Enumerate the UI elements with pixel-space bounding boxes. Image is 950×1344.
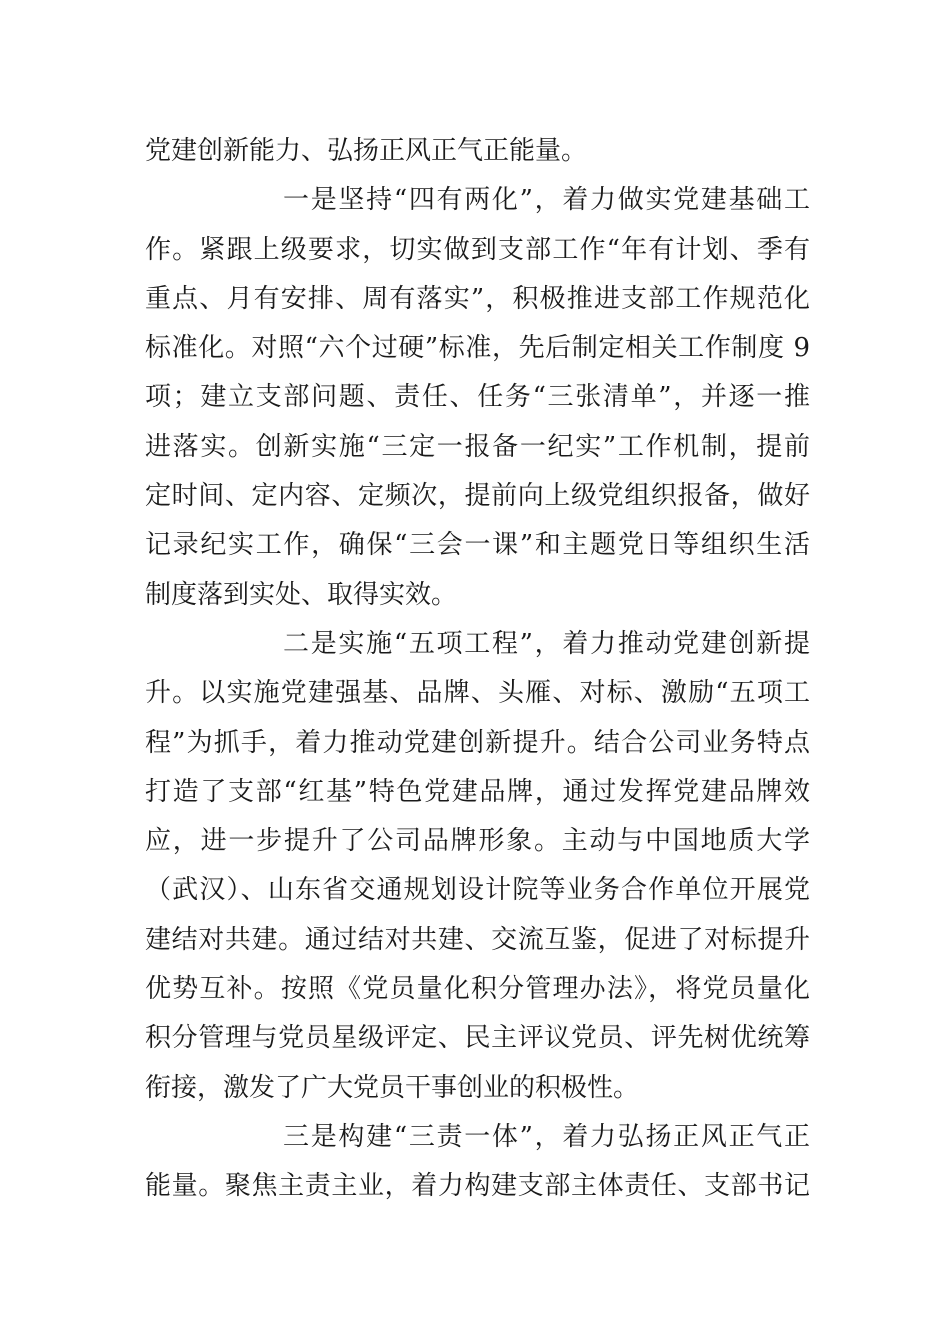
text-line: 积分管理与党员星级评定、民主评议党员、评先树优统筹 <box>145 1023 810 1054</box>
paragraph-2-line: 二是实施“五项工程”，着力推动党建创新提 <box>283 628 810 659</box>
text-line: 打造了支部“红基”特色党建品牌，通过发挥党建品牌效 <box>145 776 810 807</box>
text-line: 进落实。创新实施“三定一报备一纪实”工作机制，提前 <box>145 431 810 462</box>
text-line: 党建创新能力、弘扬正风正气正能量。 <box>145 136 588 166</box>
text-line: 程”为抓手，着力推动党建创新提升。结合公司业务特点 <box>145 727 810 758</box>
text-line: 衔接，激发了广大党员干事创业的积极性。 <box>145 1072 640 1103</box>
text-line: 升。以实施党建强基、品牌、头雁、对标、激励“五项工 <box>145 678 810 709</box>
paragraph-1-line: 一是坚持“四有两化”，着力做实党建基础工 <box>283 185 810 216</box>
text-line: 建结对共建。通过结对共建、交流互鉴，促进了对标提升 <box>145 924 810 955</box>
document-body <box>145 127 810 1212</box>
text-line: （武汉）、山东省交通规划设计院等业务合作单位开展党 <box>145 875 810 906</box>
text-line: 标准化。对照“六个过硬”标准，先后制定相关工作制度 9 <box>145 333 810 364</box>
text-line: 定时间、定内容、定频次，提前向上级党组织报备，做好 <box>145 481 810 512</box>
paragraph-3-line: 三是构建“三责一体”，着力弘扬正风正气正 <box>283 1121 810 1152</box>
text-line: 应，进一步提升了公司品牌形象。主动与中国地质大学 <box>145 826 810 857</box>
text-line: 能量。聚焦主责主业，着力构建支部主体责任、支部书记 <box>145 1171 810 1202</box>
text-line: 项；建立支部问题、责任、任务“三张清单”，并逐一推 <box>145 382 810 413</box>
text-line: 制度落到实处、取得实效。 <box>145 579 458 610</box>
text-line: 优势互补。按照《党员量化积分管理办法》，将党员量化 <box>145 974 810 1005</box>
text-line: 重点、月有安排、周有落实”，积极推进支部工作规范化 <box>145 283 810 314</box>
text-line: 作。紧跟上级要求，切实做到支部工作“年有计划、季有 <box>145 234 810 265</box>
text-line: 记录纪实工作，确保“三会一课”和主题党日等组织生活 <box>145 530 810 561</box>
